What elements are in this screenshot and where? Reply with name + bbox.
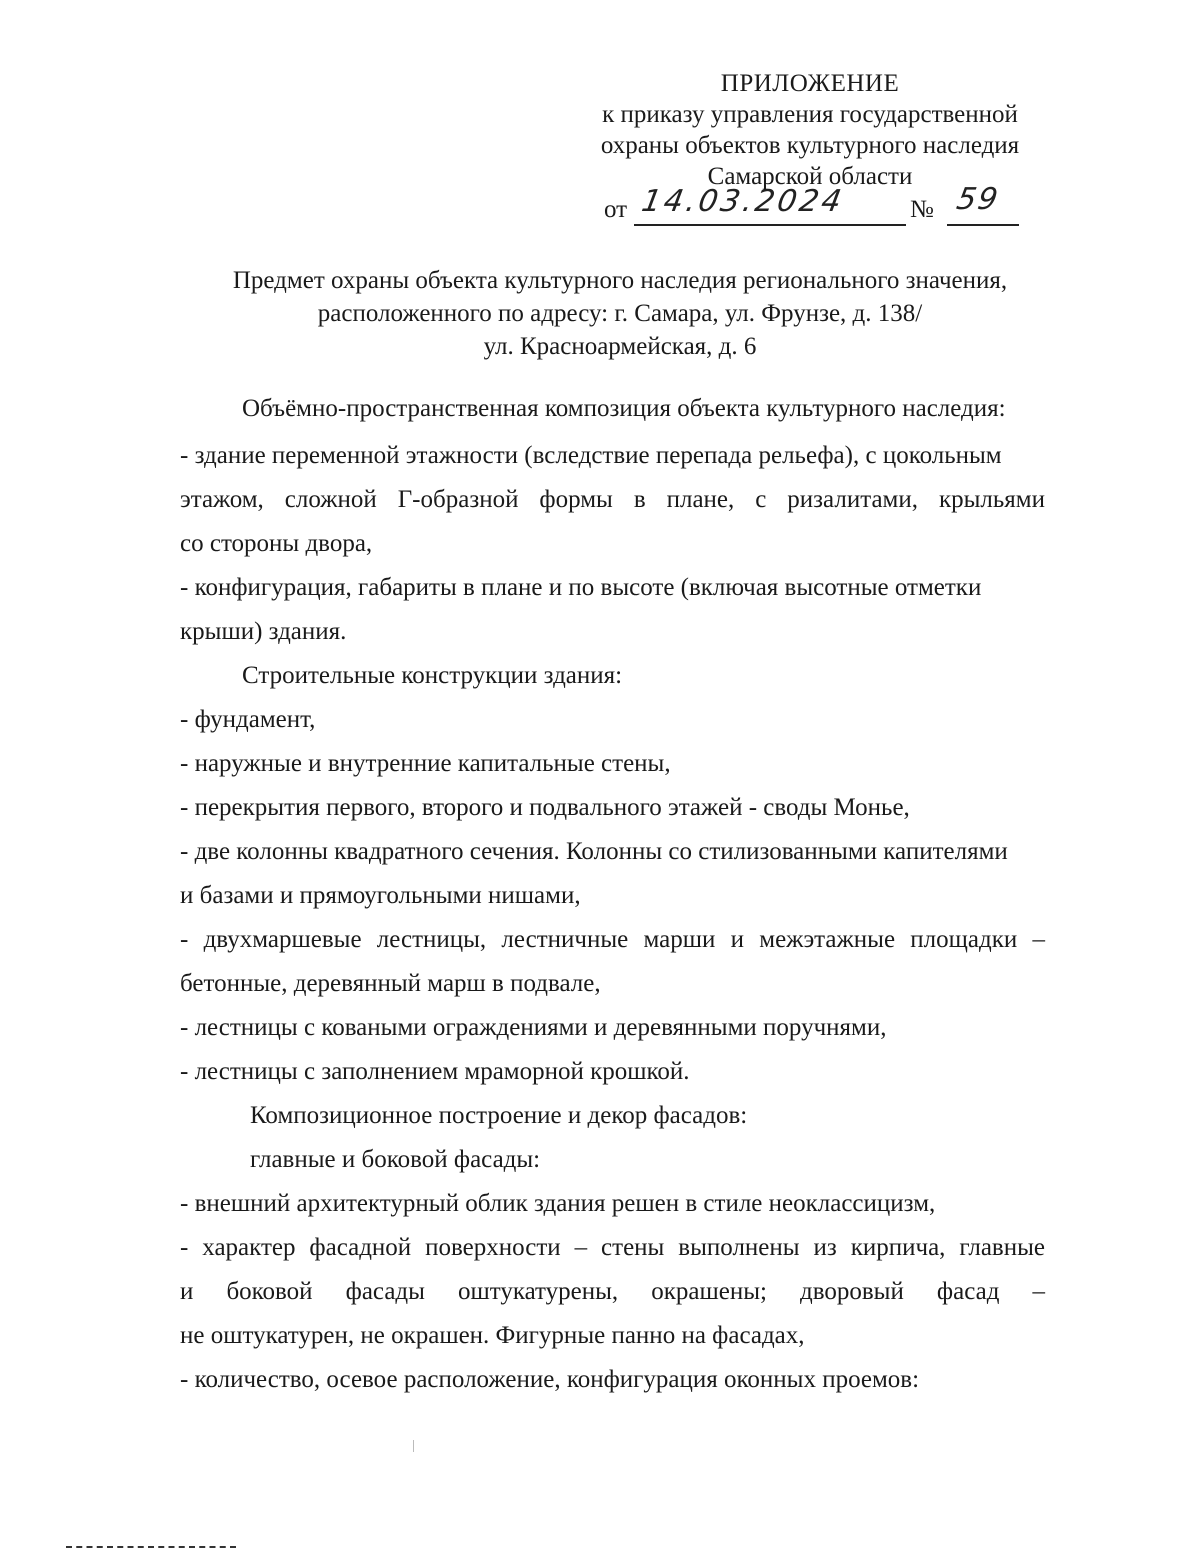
body-line: - фундамент, — [180, 706, 316, 733]
body-line: - конфигурация, габариты в плане и по высоте (включая высотные отметки — [180, 574, 982, 601]
appendix-title: ПРИЛОЖЕНИЕ — [720, 70, 900, 97]
body-line: - характер фасадной поверхности – стены выполнены из кирпича, главные — [180, 1234, 1045, 1261]
body-line: - перекрытия первого, второго и подвального этажей - своды Монье, — [180, 794, 910, 821]
body-line: - двухмаршевые лестницы, лестничные марши и межэтажные площадки – — [180, 926, 1045, 953]
body-line: - наружные и внутренние капитальные стены, — [180, 750, 671, 777]
body-line: и базами и прямоугольными нишами, — [180, 882, 581, 909]
body-line: со стороны двора, — [180, 530, 373, 557]
document-title — [140, 264, 1100, 363]
scan-artifact — [413, 1440, 414, 1452]
appendix-line-3: Самарской области — [707, 163, 913, 190]
title-line-1: Предмет охраны объекта культурного наследия регионального значения, — [232, 267, 1008, 294]
body-line: - здание переменной этажности (вследствие перепада рельефа), с цокольным — [180, 442, 1002, 469]
order-date-number-row — [590, 182, 1030, 228]
handwritten-number: 59 — [953, 182, 1003, 217]
section-heading-structures: Строительные конструкции здания: — [242, 662, 623, 689]
number-label: № — [910, 196, 934, 223]
body-line: - две колонны квадратного сечения. Колонны со стилизованными капителями — [180, 838, 1008, 865]
body-line: и боковой фасады оштукатурены, окрашены; дворовый фасад – — [180, 1278, 1045, 1305]
section-heading-facades: Композиционное построение и декор фасадов: — [250, 1102, 748, 1129]
body-line: - количество, осевое расположение, конфигурация оконных проемов: — [180, 1366, 920, 1393]
body-line: - внешний архитектурный облик здания решен в стиле неоклассицизм, — [180, 1190, 936, 1217]
body-line: крыши) здания. — [180, 618, 347, 645]
title-line-2: расположенного по адресу: г. Самара, ул. Фрунзе, д. 138/ — [317, 300, 923, 327]
title-line-3: ул. Красноармейская, д. 6 — [483, 333, 757, 360]
body-line: - лестницы с коваными ограждениями и деревянными поручнями, — [180, 1014, 887, 1041]
appendix-line-1: к приказу управления государственной — [602, 101, 1018, 128]
footnote-separator — [66, 1546, 236, 1548]
section-heading-volume: Объёмно-пространственная композиция объекта культурного наследия: — [242, 395, 1006, 422]
date-field — [634, 184, 906, 226]
appendix-header — [590, 68, 1030, 228]
body-line: не оштукатурен, не окрашен. Фигурные панно на фасадах, — [180, 1322, 805, 1349]
handwritten-date: 14.03.2024 — [638, 184, 847, 219]
subsection-heading-facades: главные и боковой фасады: — [250, 1146, 541, 1173]
body-line: бетонные, деревянный марш в подвале, — [180, 970, 601, 997]
date-label: от — [604, 196, 628, 223]
number-field — [947, 182, 1019, 226]
body-line: - лестницы с заполнением мраморной крошкой. — [180, 1058, 690, 1085]
appendix-line-2: охраны объектов культурного наследия — [600, 132, 1020, 159]
body-line: этажом, сложной Г-образной формы в плане, с ризалитами, крыльями — [180, 486, 1045, 513]
